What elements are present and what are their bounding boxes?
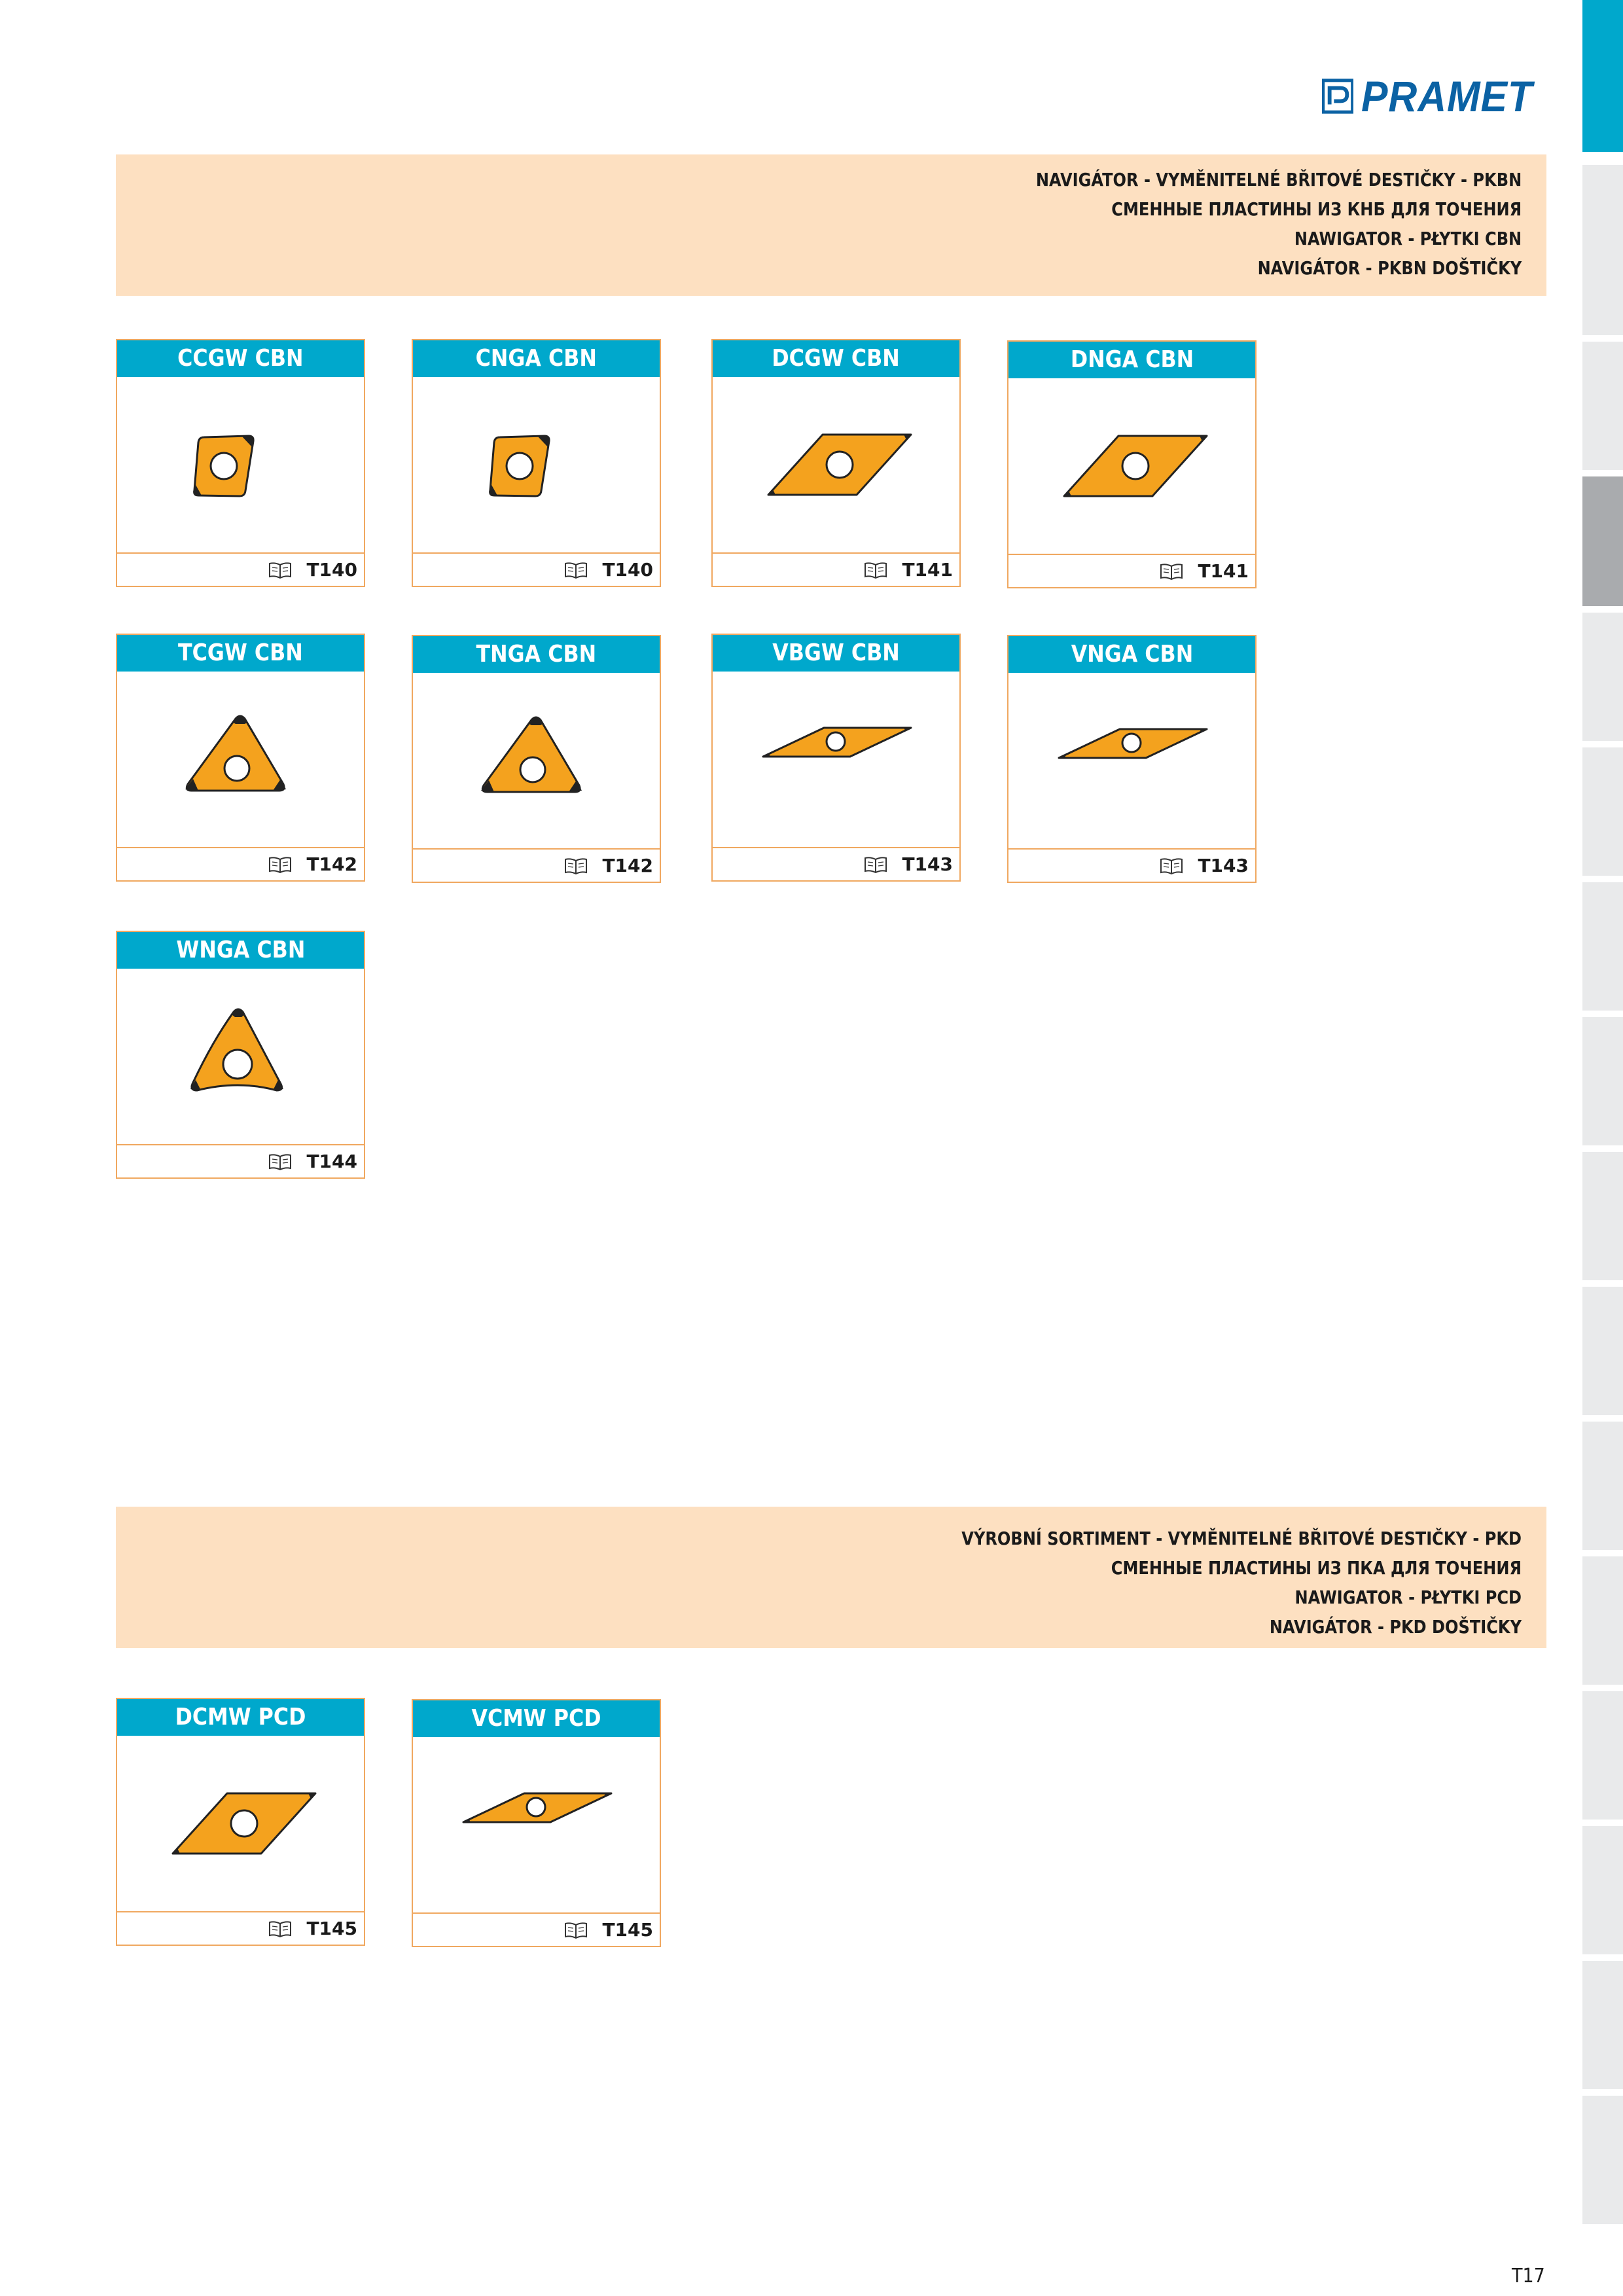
side-tab[interactable] <box>1582 1287 1623 1415</box>
page-ref[interactable]: T141 <box>902 559 953 581</box>
book-icon <box>268 562 292 579</box>
insert-card-cnga-cbn[interactable] <box>412 339 661 587</box>
banner-line: NAWIGATOR - PŁYTKI PCD <box>1294 1587 1522 1608</box>
book-icon <box>564 1922 588 1939</box>
banner-line: СМЕННЫЕ ПЛАСТИНЫ ИЗ ПКА ДЛЯ ТОЧЕНИЯ <box>1111 1557 1522 1579</box>
page-number: T17 <box>1512 2265 1545 2287</box>
card-title: VCMW PCD <box>413 1700 660 1737</box>
book-icon <box>564 857 588 874</box>
page-ref[interactable]: T140 <box>306 559 357 581</box>
banner-line: NAVIGÁTOR - PKD DOŠTIČKY <box>1269 1616 1522 1638</box>
side-tab[interactable] <box>1582 1556 1623 1685</box>
book-icon <box>564 562 588 579</box>
insert-rhombic-80-icon <box>117 377 364 554</box>
card-title: TNGA CBN <box>413 636 660 673</box>
insert-card-ccgw-cbn[interactable] <box>116 339 365 587</box>
side-tab-current[interactable] <box>1582 476 1623 606</box>
book-icon <box>1160 857 1183 874</box>
page-ref[interactable]: T145 <box>602 1919 653 1941</box>
book-icon <box>1160 563 1183 580</box>
card-title: DCGW CBN <box>713 340 959 377</box>
side-tab[interactable] <box>1582 1152 1623 1280</box>
brand-name: PRAMET <box>1361 72 1533 120</box>
side-tab[interactable] <box>1582 1961 1623 2089</box>
section-banner-cbn <box>116 154 1546 296</box>
side-tab-active[interactable] <box>1582 0 1623 152</box>
book-icon <box>268 1920 292 1937</box>
page-ref[interactable]: T142 <box>306 853 357 875</box>
page-ref[interactable]: T140 <box>602 559 653 581</box>
insert-card-vbgw-cbn[interactable] <box>711 634 961 882</box>
page-ref[interactable]: T144 <box>306 1151 357 1172</box>
insert-rhombic-35-icon <box>413 1737 660 1914</box>
insert-rhombic-80-icon <box>413 377 660 554</box>
page-ref[interactable]: T142 <box>602 855 653 876</box>
insert-card-dcgw-cbn[interactable] <box>711 339 961 587</box>
side-tab[interactable] <box>1582 342 1623 470</box>
insert-triangle-icon <box>413 673 660 850</box>
side-tab[interactable] <box>1582 2096 1623 2224</box>
banner-line: NAVIGÁTOR - VYMĚNITELNÉ BŘITOVÉ DESTIČKY - PKBN <box>1035 169 1522 190</box>
insert-card-wnga-cbn[interactable] <box>116 931 365 1179</box>
side-tab[interactable] <box>1582 165 1623 335</box>
pramet-logo <box>1322 73 1548 119</box>
card-title: TCGW CBN <box>117 635 364 672</box>
banner-line: NAWIGATOR - PŁYTKI CBN <box>1294 228 1522 249</box>
side-tab[interactable] <box>1582 1017 1623 1145</box>
card-title: VBGW CBN <box>713 635 959 672</box>
insert-card-tnga-cbn[interactable] <box>412 635 661 883</box>
book-icon <box>864 856 887 873</box>
page-ref[interactable]: T141 <box>1198 560 1249 582</box>
insert-card-tcgw-cbn[interactable] <box>116 634 365 882</box>
side-tab[interactable] <box>1582 1422 1623 1550</box>
insert-card-vnga-cbn[interactable] <box>1007 635 1257 883</box>
insert-card-vcmw-pcd[interactable] <box>412 1699 661 1947</box>
section-banner-pcd <box>116 1507 1546 1648</box>
insert-card-dcmw-pcd[interactable] <box>116 1698 365 1946</box>
page-ref[interactable]: T143 <box>1198 855 1249 876</box>
banner-line: СМЕННЫЕ ПЛАСТИНЫ ИЗ КНБ ДЛЯ ТОЧЕНИЯ <box>1111 198 1522 220</box>
page-ref[interactable]: T143 <box>902 853 953 875</box>
side-tab[interactable] <box>1582 613 1623 741</box>
card-title: WNGA CBN <box>117 932 364 969</box>
insert-rhombic-35-icon <box>713 672 959 848</box>
book-icon <box>268 1153 292 1170</box>
side-tab[interactable] <box>1582 1691 1623 1820</box>
insert-rhombic-55-icon <box>713 377 959 554</box>
insert-rhombic-35-icon <box>1008 673 1255 850</box>
insert-card-dnga-cbn[interactable] <box>1007 340 1257 588</box>
card-title: VNGA CBN <box>1008 636 1255 673</box>
page-ref[interactable]: T145 <box>306 1918 357 1939</box>
card-title: DCMW PCD <box>117 1699 364 1736</box>
side-tab[interactable] <box>1582 1826 1623 1954</box>
pramet-logo-mark-icon <box>1322 76 1353 117</box>
card-title: CCGW CBN <box>117 340 364 377</box>
side-tab[interactable] <box>1582 747 1623 876</box>
banner-line: NAVIGÁTOR - PKBN DOŠTIČKY <box>1257 257 1522 279</box>
insert-rhombic-55-icon <box>1008 378 1255 555</box>
insert-rhombic-55-icon <box>117 1736 364 1912</box>
insert-trigon-icon <box>117 969 364 1145</box>
card-title: DNGA CBN <box>1008 342 1255 378</box>
book-icon <box>864 562 887 579</box>
card-title: CNGA CBN <box>413 340 660 377</box>
book-icon <box>268 856 292 873</box>
side-tab[interactable] <box>1582 882 1623 1011</box>
banner-line: VÝROBNÍ SORTIMENT - VYMĚNITELNÉ BŘITOVÉ DESTIČKY - PKD <box>961 1528 1522 1549</box>
insert-triangle-icon <box>117 672 364 848</box>
